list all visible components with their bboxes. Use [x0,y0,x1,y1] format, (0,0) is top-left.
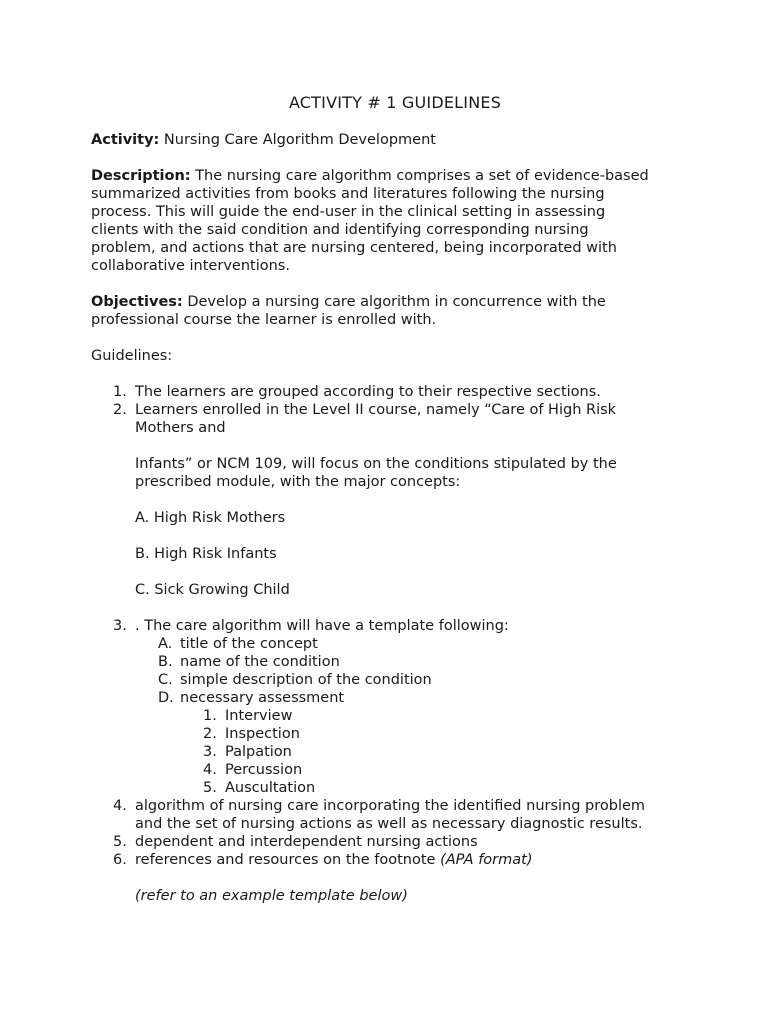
item-number: 4. [113,798,127,814]
list-item [91,383,691,401]
assessment-number: 4. [203,762,217,778]
sub-item-letter: C. [158,672,173,688]
item-italic-text: (APA format) [440,852,533,868]
assessment-text: Percussion [225,762,303,778]
sub-item-letter: D. [158,690,174,706]
assessment-number: 3. [203,744,217,760]
item-text: Learners enrolled in the Level II course, namely “Care of High Risk [135,402,617,418]
sub-item [91,689,691,707]
description-paragraph [91,167,691,275]
activity-paragraph [91,131,691,149]
activity-text: Nursing Care Algorithm Development [159,132,436,148]
item-text: prescribed module, with the major concepts: [135,474,461,490]
list-item [91,797,691,833]
assessment-item [91,761,691,779]
template-note-text: (refer to an example template below) [135,888,408,904]
description-line: summarized activities from books and literatures following the nursing [91,186,605,202]
document-title: ACTIVITY # 1 GUIDELINES [288,93,502,112]
assessment-item [91,779,691,797]
assessment-item [91,743,691,761]
item-text: dependent and interdependent nursing actions [135,834,478,850]
assessment-number: 1. [203,708,217,724]
sub-item-text: name of the condition [180,654,340,670]
concept-item: C. Sick Growing Child [135,582,290,598]
description-line: collaborative interventions. [91,258,290,274]
guidelines-heading: Guidelines: [91,348,173,364]
description-label: Description: [91,168,191,184]
description-line: problem, and actions that are nursing centered, being incorporated with [91,240,617,256]
assessment-text: Auscultation [225,780,316,796]
sub-item-text: necessary assessment [180,690,345,706]
assessment-text: Palpation [225,744,292,760]
template-note [91,887,691,905]
description-line [91,167,691,185]
sub-item-text: title of the concept [180,636,318,652]
assessment-text: Inspection [225,726,300,742]
item-text: . The care algorithm will have a template following: [135,618,509,634]
item-number: 5. [113,834,127,850]
objectives-line: professional course the learner is enrolled with. [91,312,437,328]
sub-item [91,635,691,653]
description-line: clients with the said condition and identifying corresponding nursing [91,222,589,238]
item-number: 3. [113,618,127,634]
item-text: Mothers and [135,420,226,436]
concept-item: A. High Risk Mothers [135,510,286,526]
objectives-text: Develop a nursing care algorithm in concurrence with the [182,294,606,310]
concept-item: B. High Risk Infants [135,546,277,562]
sub-item-text: simple description of the condition [180,672,432,688]
item-text: The learners are grouped according to their respective sections. [135,384,601,400]
sub-item [91,671,691,689]
list-item [91,617,691,635]
objectives-label: Objectives: [91,294,183,310]
item-number: 1. [113,384,127,400]
sub-item [91,653,691,671]
sub-item-letter: A. [158,636,173,652]
guidelines-list [91,383,691,905]
assessment-number: 2. [203,726,217,742]
list-item [91,401,691,617]
description-text: The nursing care algorithm comprises a set of evidence-based [190,168,649,184]
item-text: and the set of nursing actions as well as necessary diagnostic results. [135,816,643,832]
item-text: references and resources on the footnote [135,852,441,868]
list-item [91,833,691,851]
activity-label: Activity: [91,132,160,148]
item-text: algorithm of nursing care incorporating the identified nursing problem [135,798,646,814]
assessment-text: Interview [225,708,293,724]
document-page [91,94,691,905]
assessment-item [91,707,691,725]
objectives-paragraph [91,293,691,329]
assessment-number: 5. [203,780,217,796]
item-number: 6. [113,852,127,868]
objectives-line [91,293,691,311]
description-line: process. This will guide the end-user in the clinical setting in assessing [91,204,606,220]
item-number: 2. [113,402,127,418]
list-item [91,851,691,869]
item-text: Infants” or NCM 109, will focus on the conditions stipulated by the [135,456,617,472]
sub-item-letter: B. [158,654,173,670]
assessment-item [91,725,691,743]
